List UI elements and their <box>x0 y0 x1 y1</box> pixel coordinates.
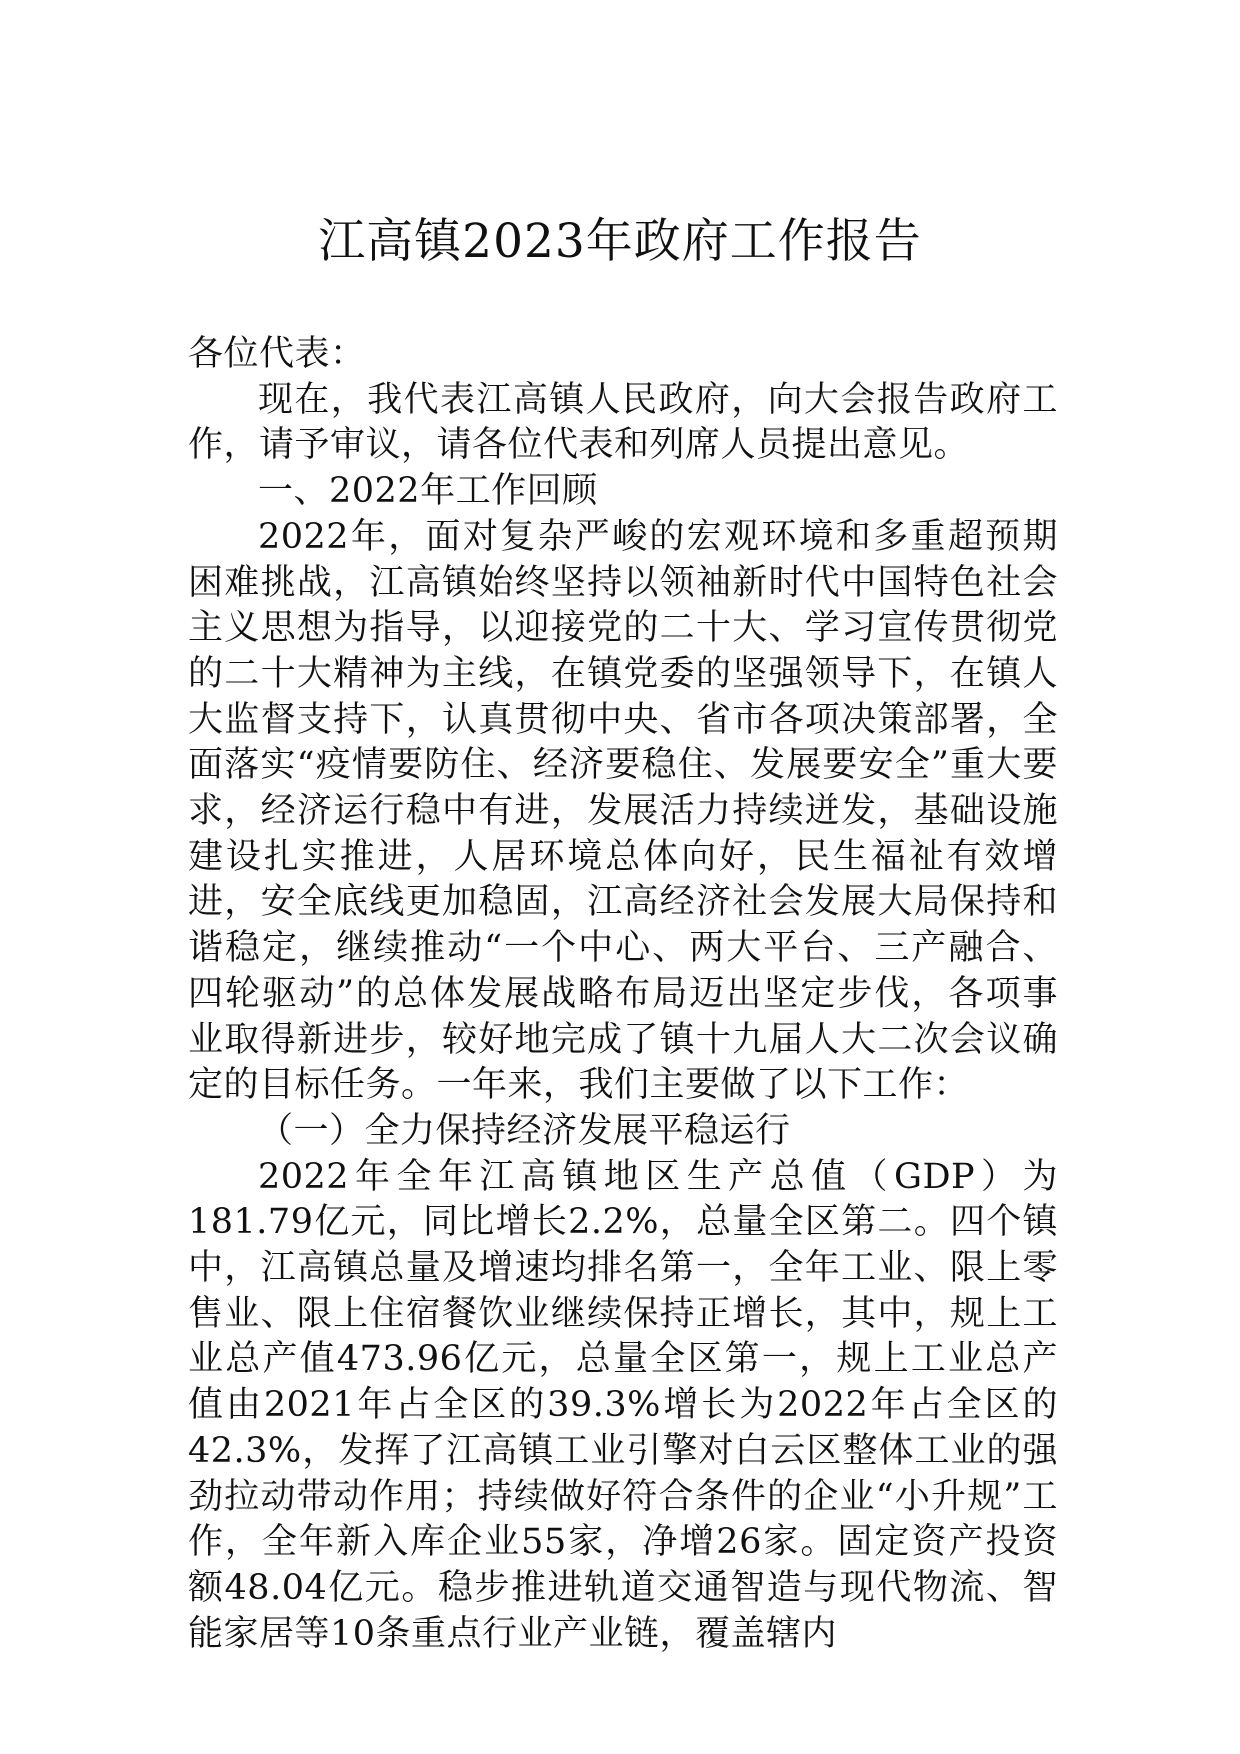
subsection-heading: （一）全力保持经济发展平稳运行 <box>258 1110 791 1151</box>
salutation: 各位代表： <box>188 334 366 374</box>
section-heading: 一、2022年工作回顾 <box>258 471 598 512</box>
document-title: 江高镇2023年政府工作报告 <box>318 214 922 269</box>
document-body <box>188 332 1058 1657</box>
paragraph-intro: 现在，我代表江高镇人民政府，向大会报告政府工作，请予审议，请各位代表和列席人员提出意见。 <box>188 379 1058 466</box>
paragraph-economy: 2022年全年江高镇地区生产总值（GDP）为181.79亿元，同比增长2.2%，总量全区第二。四个镇中，江高镇总量及增速均排名第一，全年工业、限上零售业、限上住宿餐饮业继续保持正增长，其中，规上工业总产值473.96亿元，总量全区第一，规上工业总产值由2021年占全区的39.3%增长为2022年占全区的42.3%，发挥了江高镇工业引擎对白云区整体工业的强劲拉动带动作用；持续做好符合条件的企业“小升规”工作，全年新入库企业55家，净增26家。固定资产投资额48.04亿元。稳步推进轨道交通智造与现代物流、智能家居等10条重点行业产业链，覆盖辖内 <box>188 1156 1058 1654</box>
paragraph-review: 2022年，面对复杂严峻的宏观环境和多重超预期困难挑战，江高镇始终坚持以领袖新时代中国特色社会主义思想为指导，以迎接党的二十大、学习宣传贯彻党的二十大精神为主线，在镇党委的坚强领导下，在镇人大监督支持下，认真贯彻中央、省市各项决策部署，全面落实“疫情要防住、经济要稳住、发展要安全”重大要求，经济运行稳中有进，发展活力持续迸发，基础设施建设扎实推进，人居环境总体向好，民生福祉有效增进，安全底线更加稳固，江高经济社会发展大局保持和谐稳定，继续推动“一个中心、两大平台、三产融合、四轮驱动”的总体发展战略布局迈出坚定步伐，各项事业取得新进步，较好地完成了镇十九届人大二次会议确定的目标任务。一年来，我们主要做了以下工作： <box>188 516 1058 1106</box>
